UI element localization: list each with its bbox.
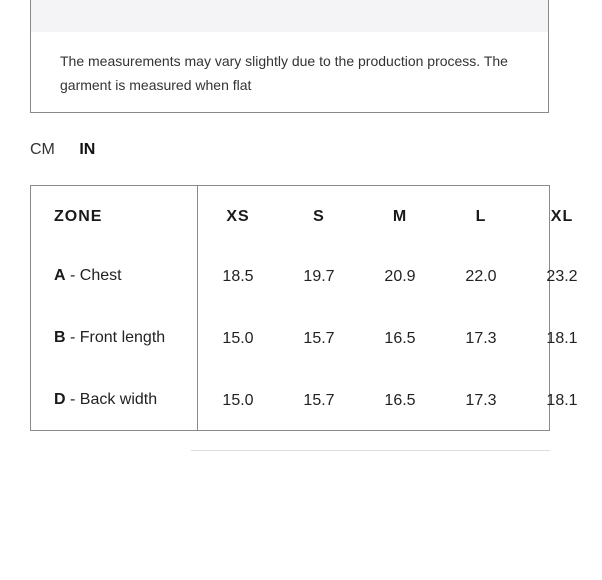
zone-label: - Chest: [65, 267, 122, 284]
zone-row-label: [54, 391, 157, 409]
table-cell: 16.5: [384, 330, 416, 347]
measurement-notice: [30, 0, 549, 113]
zone-letter: A: [54, 267, 66, 284]
size-header-s: S: [313, 208, 325, 225]
zone-row-label: [54, 267, 122, 285]
zone-letter: B: [54, 329, 66, 346]
table-cell: 15.0: [222, 330, 254, 347]
table-cell: 18.1: [546, 392, 578, 409]
unit-cm-button[interactable]: CM: [30, 141, 55, 158]
size-header-xs: XS: [226, 208, 250, 225]
table-cell: 20.9: [384, 268, 416, 285]
table-cell: 22.0: [465, 268, 497, 285]
table-cell: 16.5: [384, 392, 416, 409]
horizontal-scrollbar-track[interactable]: [191, 450, 550, 451]
measurement-notice-text: The measurements may vary slightly due to the production process. The garment is measured when flat: [60, 53, 508, 93]
notice-header-band: [31, 0, 548, 32]
table-cell: 23.2: [546, 268, 578, 285]
table-cell: 17.3: [465, 392, 497, 409]
table-cell: 15.0: [222, 392, 254, 409]
size-header-l: L: [475, 208, 487, 225]
table-cell: 15.7: [303, 392, 335, 409]
table-cell: 18.5: [222, 268, 254, 285]
table-cell: 17.3: [465, 330, 497, 347]
zone-label: - Back width: [65, 391, 158, 408]
table-cell: 19.7: [303, 268, 335, 285]
unit-in-button[interactable]: IN: [79, 141, 96, 158]
table-cell: 15.7: [303, 330, 335, 347]
size-header-xl: XL: [550, 208, 574, 225]
zone-column: [31, 186, 198, 430]
size-header-m: M: [392, 208, 408, 225]
zone-label: - Front length: [65, 329, 166, 346]
table-cell: 18.1: [546, 330, 578, 347]
zone-letter: D: [54, 391, 66, 408]
zone-header: ZONE: [54, 208, 103, 225]
size-chart-table: [30, 185, 578, 431]
unit-toggle: [30, 140, 95, 160]
zone-row-label: [54, 329, 165, 347]
